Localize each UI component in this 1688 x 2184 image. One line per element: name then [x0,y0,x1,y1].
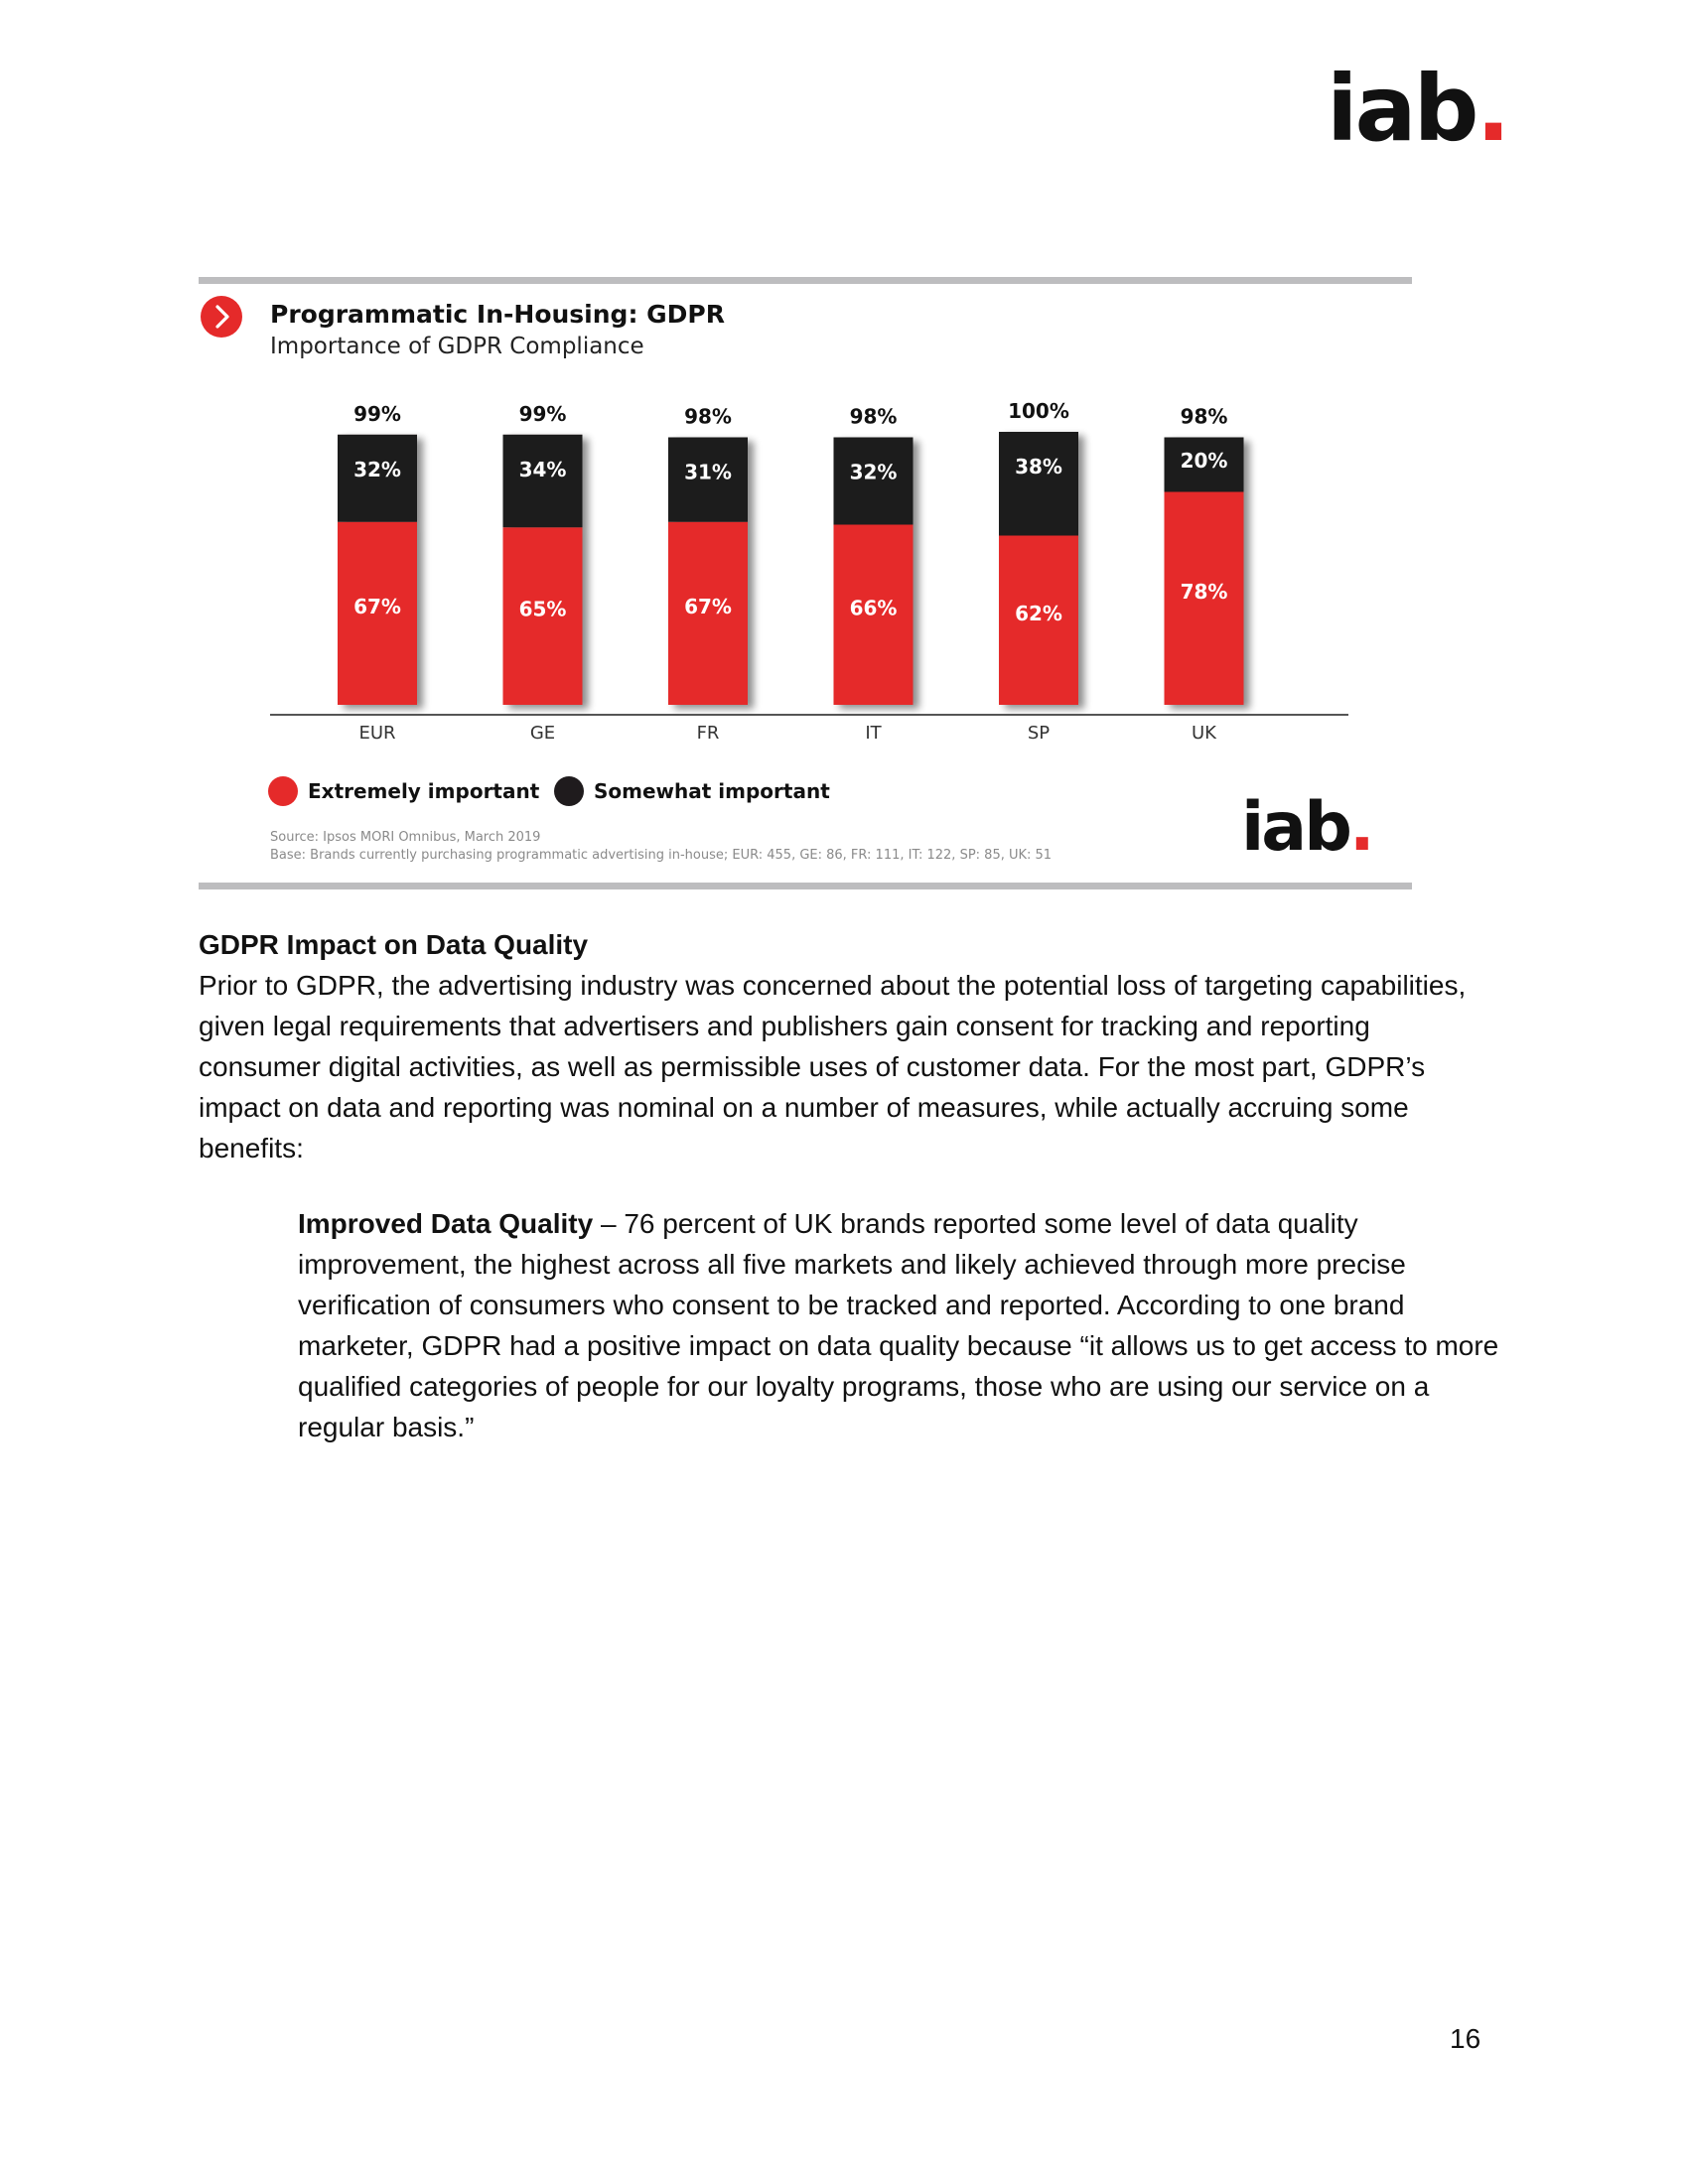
data-label-extremely: 78% [1180,579,1228,604]
chevron-right-icon [201,296,242,338]
total-label: 100% [1008,399,1069,423]
total-label: 98% [849,404,898,429]
total-label: 99% [518,401,567,426]
legend-swatch-red [268,776,298,806]
iab-logo: iab. [1327,56,1508,162]
figure-bottom-rule [199,883,1412,889]
data-label-extremely: 65% [518,597,567,621]
data-label-somewhat: 31% [684,460,732,484]
data-label-somewhat: 34% [518,457,567,481]
figure-title: Programmatic In-Housing: GDPR [270,300,725,329]
legend-label: Somewhat important [594,779,830,803]
data-label-somewhat: 38% [1015,455,1062,478]
x-tick-label: SP [1027,723,1051,744]
data-label-somewhat: 32% [849,460,898,484]
section-heading: GDPR Impact on Data Quality [199,929,589,960]
intro-paragraph: Prior to GDPR, the advertising industry was concerned about the potential loss of targeting capabilities, given legal requirements that advertisers and publishers gain consent for tracking and reporting consumer digital activities, as well as permissible uses of customer data. For the most part, GDPR’s impact on data and reporting was nominal on a number of measures, while actually accruing some benefits: [199,970,1467,1163]
x-tick-label: IT [865,723,882,744]
figure-top-rule [199,277,1412,284]
bullet-text: – 76 percent of UK brands reported some level of data quality improvement, the highest across all five markets and likely achieved through more precise verification of consumers who consent to be tracked and reported. According to one brand marketer, GDPR had a positive impact on data quality because “it allows us to get access to more qualified categories of people for our loyalty programs, those who are using our service on a regular basis.” [298,1208,1499,1442]
data-label-extremely: 66% [849,596,898,620]
x-tick-label: GE [529,723,556,744]
stacked-bar-chart [258,397,1350,764]
total-label: 98% [684,404,732,429]
data-label-somewhat: 32% [353,457,401,481]
x-tick-label: FR [696,723,720,744]
bullet-lead: Improved Data Quality [298,1208,594,1239]
data-label-somewhat: 20% [1180,448,1228,473]
figure-subtitle: Importance of GDPR Compliance [270,334,644,359]
figure-source: Source: Ipsos MORI Omnibus, March 2019 [270,830,541,845]
bar-somewhat-sp [999,432,1078,536]
data-label-extremely: 67% [684,594,732,618]
data-label-extremely: 62% [1015,601,1062,625]
bar-stack-uk [1165,438,1244,706]
x-tick-label: EUR [358,723,396,744]
x-tick-label: UK [1192,723,1216,744]
legend-swatch-black [554,776,584,806]
page-number: 16 [1450,2023,1481,2054]
total-label: 99% [353,401,401,426]
bullet-paragraph [298,1203,1499,1447]
data-label-extremely: 67% [353,594,401,618]
legend-label: Extremely important [308,779,540,803]
total-label: 98% [1180,404,1228,429]
iab-logo-small: iab. [1241,788,1372,867]
figure-base: Base: Brands currently purchasing programmatic advertising in-house; EUR: 455, GE: 86, FR: 111, IT: 122, SP: 85, UK: 51 [270,848,1053,863]
